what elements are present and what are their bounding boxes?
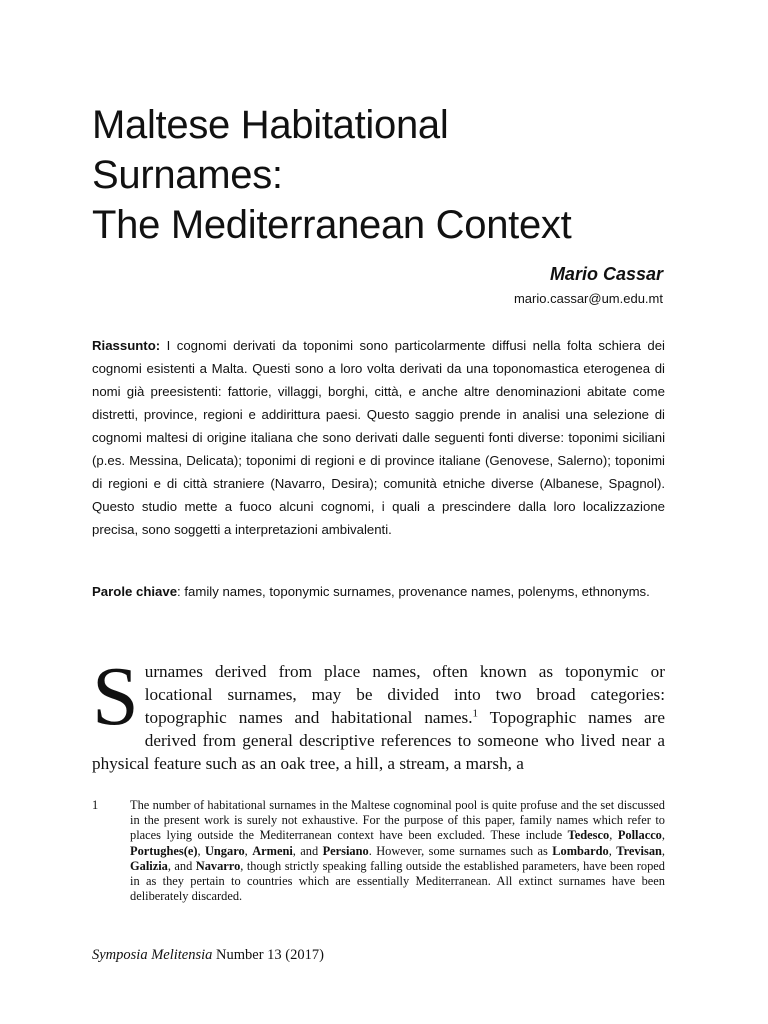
- surname-pollacco: Pollacco: [617, 828, 662, 843]
- keywords-text: : family names, toponymic surnames, provenance names, polenyms, ethnonyms.: [177, 584, 650, 599]
- footnote-text-run: . However, some surnames such as: [368, 843, 553, 858]
- body-text-part-2: Topographic names are derived from general descriptive references to someone who lived near a physical feature such as an oak tree, a hill, a stream, a marsh, a: [92, 708, 665, 773]
- surname-persiano: Persiano: [322, 843, 369, 858]
- footnote-text-run: ,: [609, 828, 618, 843]
- footnote-text-run: ,: [608, 843, 617, 858]
- footnote: [92, 798, 665, 904]
- footnote-text-run: , though strictly speaking falling outside the established parameters, have been roped in as they pertain to countries which are essentially Mediterranean. All extinct surnames have been deliberately discarded.: [130, 858, 665, 904]
- surname-navarro: Navarro: [195, 858, 241, 873]
- author-name: Mario Cassar: [549, 264, 663, 284]
- footnote-text-run: ,: [661, 843, 666, 858]
- abstract-label: Riassunto:: [92, 338, 161, 353]
- footnote-text-run: ,: [244, 843, 253, 858]
- keywords-label: Parole chiave: [92, 584, 178, 599]
- surname-portughese: Portughes(e): [130, 843, 198, 858]
- footnote-text-run: , and: [292, 843, 323, 858]
- surname-tedesco: Tedesco: [567, 828, 610, 843]
- paper-title: [92, 100, 692, 250]
- footnote-text-run: ,: [197, 843, 205, 858]
- page-footer: [92, 947, 324, 964]
- footnote-text-run: ,: [661, 828, 665, 843]
- surname-ungaro: Ungaro: [204, 843, 245, 858]
- footnote-text: [130, 798, 665, 904]
- surname-lombardo: Lombardo: [552, 843, 609, 858]
- title-line-1: Maltese Habitational: [92, 103, 449, 147]
- journal-issue: Number 13 (2017): [212, 947, 324, 963]
- drop-cap: S: [92, 660, 139, 743]
- surname-armeni: Armeni: [252, 843, 293, 858]
- abstract: [92, 334, 665, 541]
- footnote-number: 1: [92, 798, 99, 812]
- footnote-text-run: , and: [167, 858, 196, 873]
- title-line-3: The Mediterranean Context: [92, 203, 572, 247]
- author-email[interactable]: mario.cassar@um.edu.mt: [513, 291, 663, 306]
- keywords: [92, 580, 665, 603]
- surname-trevisan: Trevisan: [616, 843, 662, 858]
- abstract-text: I cognomi derivati da toponimi sono particolarmente diffusi nella folta schiera dei cognomi esistenti a Malta. Questi sono a loro volta derivati da una toponomastica eterogenea di nomi già preesistenti: fattorie, villaggi, borghi, città, e anche altre denominazioni abitate come distretti, province, regioni e addirittura paesi. Questo saggio prende in analisi una selezione di cognomi maltesi di origine italiana che sono derivati dalle seguenti fonti diverse: toponimi siciliani (p.es. Messina, Delicata); toponimi di regioni e di province italiane (Genovese, Salerno); toponimi di regioni e di città straniere (Navarro, Desira); comunità etniche diverse (Albanese, Spagnol). Questo studio mette a fuoco alcuni cognomi, i quali a prescindere dalla loro localizzazione precisa, sono soggetti a interpretazioni ambivalenti.: [92, 338, 665, 537]
- body-text: [92, 660, 665, 782]
- body-text-part-1: urnames derived from place names, often known as toponymic or locational surnames, may be divided into two broad categories: topographic names and habitational names.: [144, 662, 665, 727]
- title-line-2: Surnames:: [92, 153, 283, 197]
- footnote-text-run: The number of habitational surnames in the Maltese cognominal pool is quite profuse and the set discussed in the present work is surely not exhaustive. For the purpose of this paper, family names which refer to places lying outside the Mediterranean context have been excluded. These include: [130, 798, 665, 843]
- surname-galizia: Galizia: [130, 858, 168, 873]
- journal-name: Symposia Melitensia: [92, 947, 213, 963]
- footnote-reference[interactable]: 1: [472, 707, 479, 720]
